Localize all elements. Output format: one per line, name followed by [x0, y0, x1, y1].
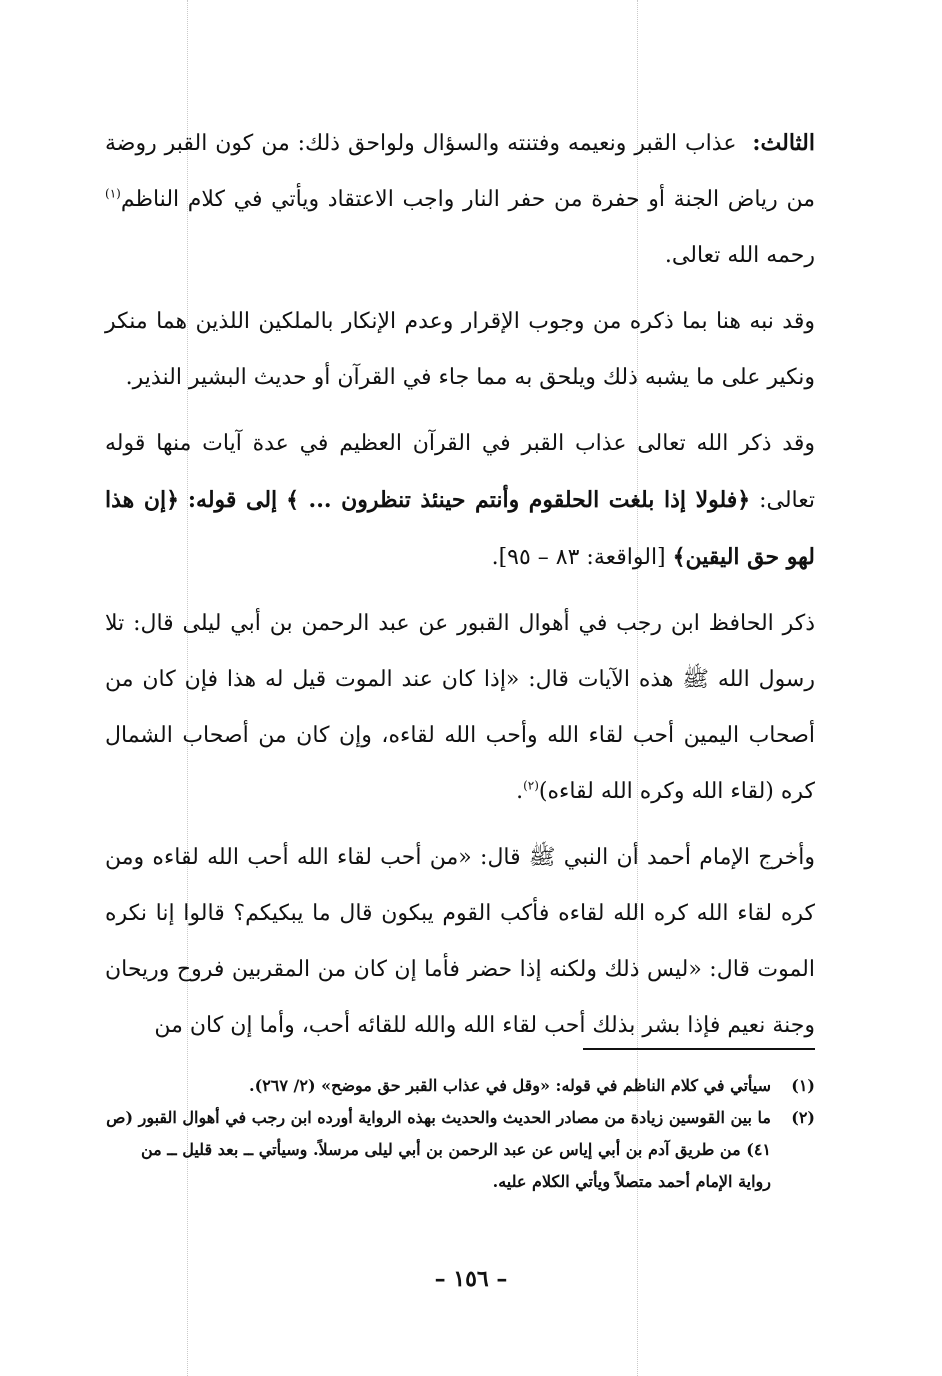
paragraph-1 — [105, 115, 815, 284]
paragraph-1-end: رحمه الله تعالى. — [664, 243, 815, 268]
quran-verse-1: ﴿فلولا إذا بلغت الحلقوم وأنتم حينئذ تنظرون ... ﴾ — [286, 487, 751, 513]
section-heading: الثالث: — [752, 130, 815, 156]
quran-citation: [الواقعة: ٨٣ – ٩٥]. — [491, 545, 666, 570]
paragraph-3-intro: وقد ذكر الله تعالى عذاب القبر في القرآن العظيم في عدة آيات منها قوله تعالى: — [105, 431, 815, 513]
paragraph-3-mid: إلى قوله: — [187, 487, 278, 513]
footnote-1-text: سيأتي في كلام الناظم في قوله: «وقل في عذاب القبر حق موضح» (٢/ ٢٦٧). — [249, 1076, 771, 1095]
footnote-1 — [105, 1070, 815, 1102]
footnote-separator — [583, 1048, 815, 1050]
page-number: – ١٥٦ – — [434, 1266, 508, 1292]
paragraph-4-end: . — [516, 779, 524, 804]
paragraph-2: وقد نبه هنا بما ذكره من وجوب الإقرار وعدم الإنكار بالملكين اللذين هما منكر ونكير على ما يشبه ذلك ويلحق به مما جاء في القرآن أو حديث البشير النذير. — [105, 309, 815, 390]
paragraph-4 — [105, 596, 815, 820]
footnote-1-number: (١) — [791, 1076, 815, 1095]
paragraph-4-text: ذكر الحافظ ابن رجب في أهوال القبور عن عبد الرحمن بن أبي ليلى قال: تلا رسول الله ﷺ هذه الآيات قال: «إذا كان عند الموت قيل له هذا فإن كان من أصحاب اليمين أحب لقاء الله وأحب الله لقاءه، وإن كان من أصحاب الشمال كره (لقاء الله وكره الله لقاءه) — [105, 611, 815, 804]
footnote-ref-2[interactable]: (٢) — [523, 778, 539, 793]
footnote-2 — [105, 1102, 815, 1198]
main-text — [105, 115, 815, 1060]
paragraph-3 — [105, 416, 815, 586]
footnote-2-number: (٢) — [791, 1108, 815, 1127]
paragraph-1-text: عذاب القبر ونعيمه وفتنته والسؤال ولواحق ذلك: من كون القبر روضة من رياض الجنة أو حفرة من حفر النار واجب الاعتقاد ويأتي في كلام الناظم — [105, 131, 815, 212]
quran-verse-2: ﴿إن هذا لهو حق اليقين﴾ — [105, 487, 815, 570]
footnote-ref-1[interactable]: (١) — [105, 186, 121, 201]
footnote-2-text: ما بين القوسين زيادة من مصادر الحديث والحديث بهذه الرواية أورده ابن رجب في أهوال القبور (ص ٤١) من طريق آدم بن أبي إياس عن عبد الرحمن بن أبي ليلى مرسلاً. وسيأتي ــ بعد قليل ــ من رواية الإمام أحمد متصلاً ويأتي الكلام عليه. — [106, 1108, 771, 1191]
paragraph-5: وأخرج الإمام أحمد أن النبي ﷺ قال: «من أحب لقاء الله أحب الله لقاءه ومن كره لقاء الله كره الله لقاءه فأكب القوم يبكون قال ما يبكيكم؟ قالوا إنا نكره الموت قال: «ليس ذلك ولكنه إذا حضر فأما إن كان من المقربين فروح وريحان وجنة نعيم فإذا بشر بذلك أحب لقاء الله والله للقائه أحب، وأما إن كان من — [105, 845, 815, 1038]
